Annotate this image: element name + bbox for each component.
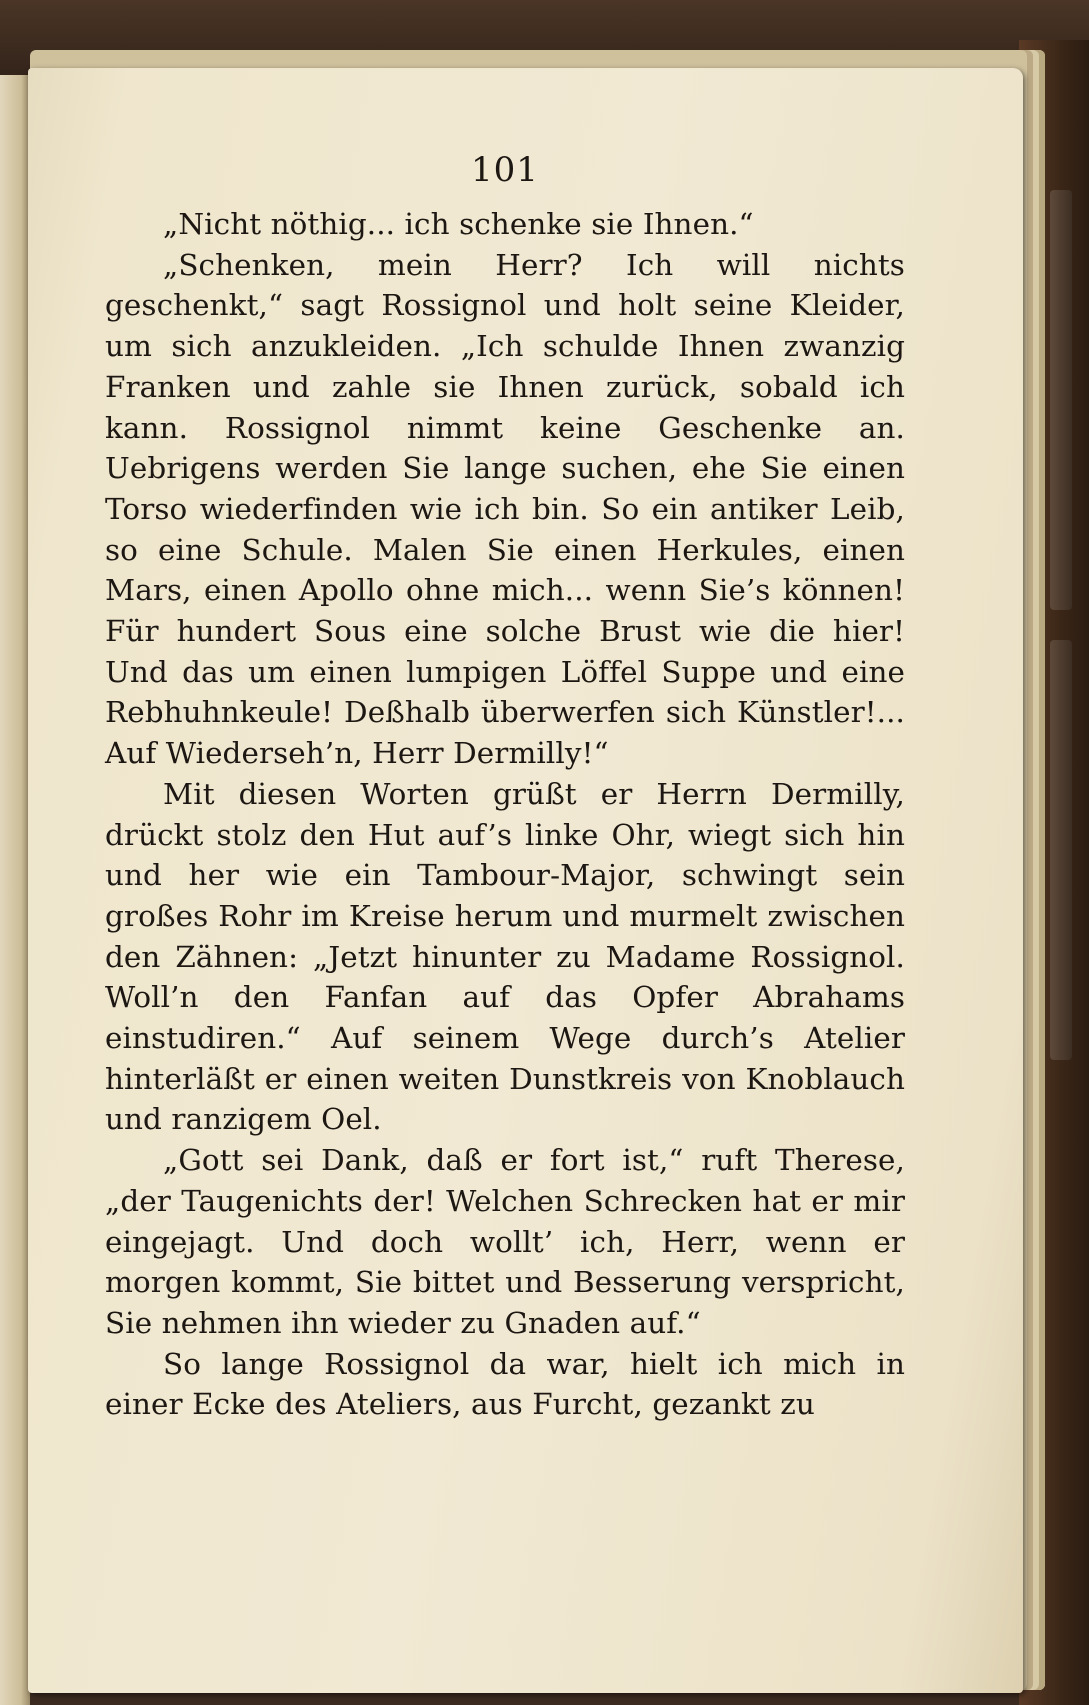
paragraph: „Schenken, mein Herr? Ich will nichts geschenkt,“ sagt Rossignol und holt seine Kleider, um sich anzukleiden. „Ich schulde Ihnen zwanzig Franken und zahle sie Ihnen zurück, sobald ich kann. Rossignol nimmt keine Geschenke an. Uebrigens werden Sie lange suchen, ehe Sie einen Torso wiederfinden wie ich bin. So ein antiker Leib, so eine Schule. Malen Sie einen Herkules, einen Mars, einen Apollo ohne mich... wenn Sie’s können! Für hundert Sous eine solche Brust wie die hier! Und das um einen lumpigen Löffel Suppe und eine Rebhuhnkeule! Deßhalb überwerfen sich Künstler!... Auf Wiederseh’n, Herr Dermilly!“ bbox=[105, 247, 905, 771]
paragraph: „Gott sei Dank, daß er fort ist,“ ruft Therese, „der Taugenichts der! Welchen Schrecken hat er mir eingejagt. Und doch wollt’ ich, Herr, wenn er morgen kommt, Sie bittet und Besserung verspricht, Sie nehmen ihn wieder zu Gnaden auf.“ bbox=[105, 1143, 905, 1340]
paragraph: So lange Rossignol da war, hielt ich mich in einer Ecke des Ateliers, aus Furcht, gezankt zu bbox=[105, 1346, 905, 1422]
page-tab-marker bbox=[1050, 640, 1072, 1060]
page-tab-marker bbox=[1050, 190, 1072, 610]
page-number: 101 bbox=[471, 150, 539, 190]
paragraph: Mit diesen Worten grüßt er Herrn Dermilly, drückt stolz den Hut auf’s linke Ohr, wiegt sich hin und her wie ein Tambour-Major, schwingt sein großes Rohr im Kreise herum und murmelt zwischen den Zähnen: „Jetzt hinunter zu Madame Rossignol. Woll’n den Fanfan auf das Opfer Abrahams einstudiren.“ Auf seinem Wege durch’s Atelier hinterläßt er einen weiten Dunstkreis von Knoblauch und ranzigem Oel. bbox=[105, 776, 905, 1137]
left-page-edge bbox=[0, 75, 30, 1705]
paragraph: „Nicht nöthig... ich schenke sie Ihnen.“ bbox=[163, 207, 754, 241]
page-text-block bbox=[105, 150, 905, 1425]
